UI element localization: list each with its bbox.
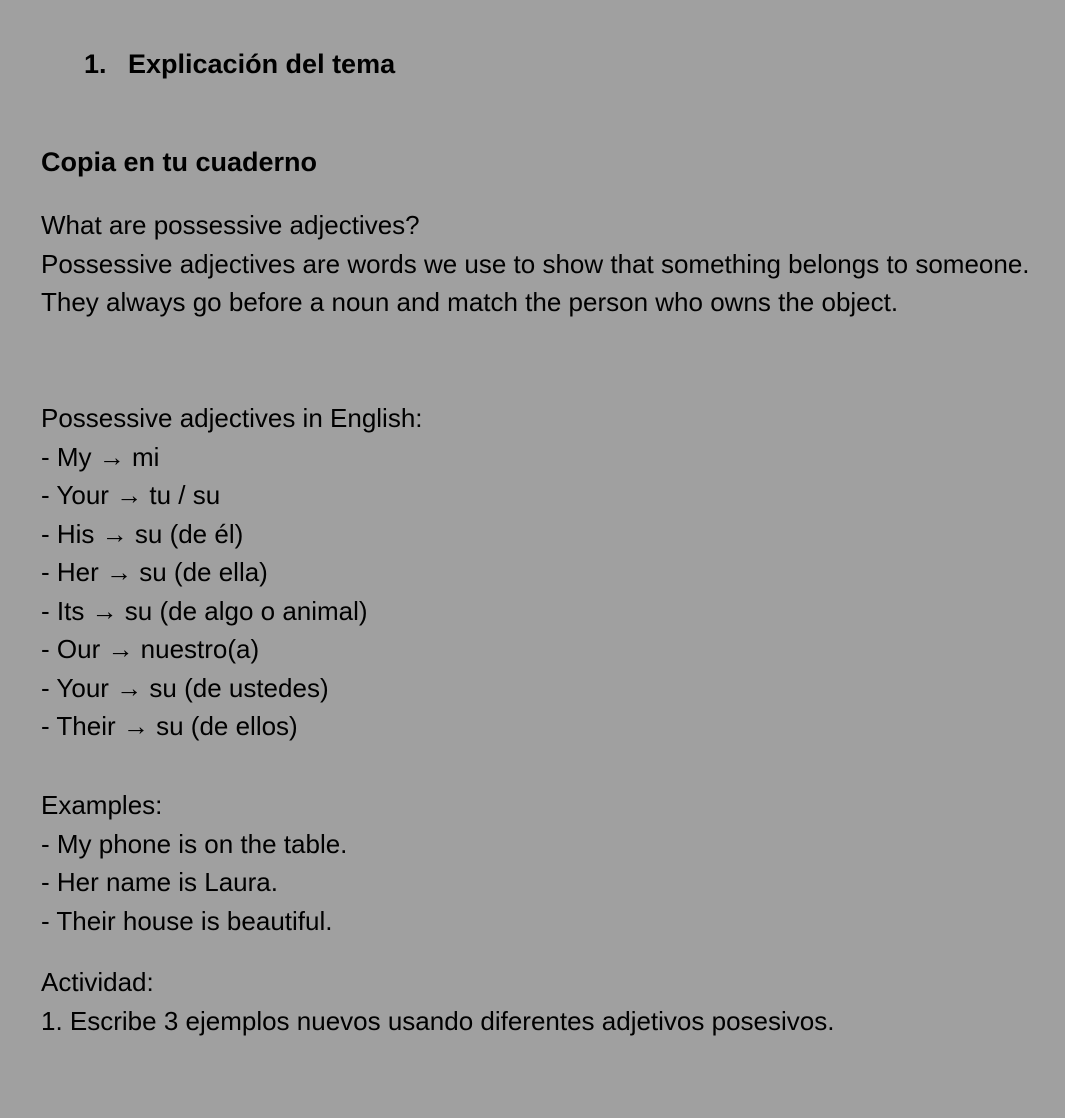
list-item: - My → mi [41, 441, 160, 472]
list-item: - Her → su (de ella) [41, 557, 268, 587]
list-item: - Your → tu / su [41, 480, 221, 510]
intro-block [41, 206, 1051, 322]
activity-heading: Actividad: [41, 967, 154, 997]
example-item: - Her name is Laura. [41, 867, 278, 897]
list-item: - Their → su (de ellos) [41, 711, 298, 741]
intro-answer: Possessive adjectives are words we use to show that something belongs to someone. They always go before a noun and match the person who owns the object. [41, 248, 1030, 317]
examples-heading: Examples: [41, 790, 163, 820]
list-item: - Our → nuestro(a) [41, 634, 260, 664]
possessive-list [41, 399, 1051, 746]
instruction-heading: Copia en tu cuaderno [41, 147, 318, 177]
example-item: - Their house is beautiful. [41, 905, 333, 936]
list-item: - His → su (de él) [41, 518, 244, 549]
intro-question: What are possessive adjectives? [41, 210, 420, 240]
examples-block [41, 786, 1051, 940]
section-heading [84, 46, 395, 82]
activity-block [41, 963, 1051, 1040]
section-number: 1. [84, 49, 107, 79]
example-item: - My phone is on the table. [41, 828, 348, 859]
activity-task: 1. Escribe 3 ejemplos nuevos usando diferentes adjetivos posesivos. [41, 1005, 835, 1036]
list-item: - Your → su (de ustedes) [41, 672, 329, 703]
list-heading: Possessive adjectives in English: [41, 403, 423, 433]
section-title: Explicación del tema [128, 49, 396, 79]
list-item: - Its → su (de algo o animal) [41, 595, 368, 626]
